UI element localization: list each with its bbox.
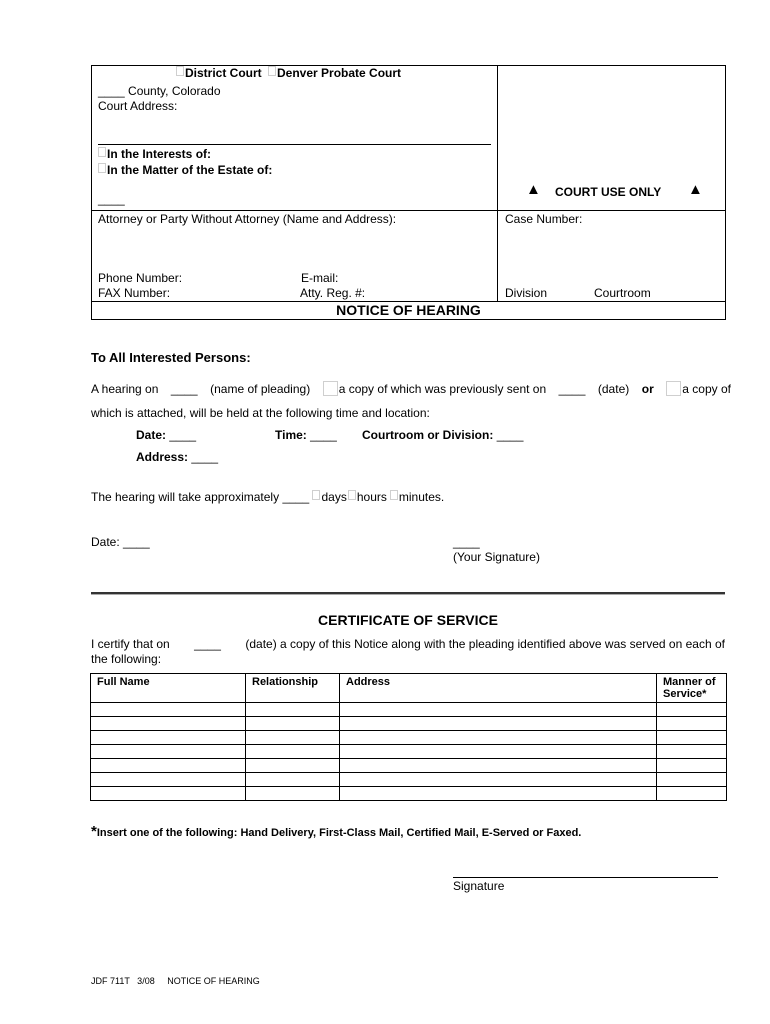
attached-label: a copy of <box>682 382 731 396</box>
caption-bottom-border <box>91 319 726 320</box>
table-row <box>91 773 727 787</box>
relationship-cell[interactable] <box>246 717 340 731</box>
certificate-title: CERTIFICATE OF SERVICE <box>318 612 498 628</box>
courtroom-label: Courtroom <box>594 286 651 300</box>
page-footer <box>91 976 260 986</box>
pleading-blank[interactable]: ____ <box>170 381 198 396</box>
table-row <box>91 731 727 745</box>
district-court-checkbox[interactable] <box>176 66 184 76</box>
estate-of-option <box>98 163 272 177</box>
certificate-text-line-1 <box>91 637 725 651</box>
days-label: days <box>321 490 347 504</box>
sign-date-label: Date: <box>91 535 120 549</box>
previously-sent-option <box>323 381 546 396</box>
denver-probate-court-label: Denver Probate Court <box>277 66 402 80</box>
certify-a: I certify that on <box>91 637 170 651</box>
hearing-paragraph-line-2: which is attached, will be held at the following time and location: <box>91 406 430 420</box>
district-court-label: District Court <box>185 66 262 80</box>
up-triangle-right-icon: ▲ <box>688 181 703 198</box>
p1-b: (name of pleading) <box>210 381 311 396</box>
case-number-label: Case Number: <box>505 212 583 226</box>
p1-d: (date) <box>597 381 630 396</box>
address-cell[interactable] <box>340 759 657 773</box>
service-table <box>90 673 727 801</box>
attached-checkbox[interactable] <box>666 381 681 396</box>
minutes-label: minutes. <box>398 490 445 504</box>
full-name-cell[interactable] <box>91 731 246 745</box>
full-name-cell[interactable] <box>91 787 246 801</box>
form-title: NOTICE OF HEARING <box>336 302 481 318</box>
in-the-interests-checkbox[interactable] <box>98 147 106 157</box>
col-manner-of-service: Manner of Service* <box>657 674 727 703</box>
table-row <box>91 703 727 717</box>
col-relationship: Relationship <box>246 674 340 703</box>
table-row <box>91 787 727 801</box>
sign-date-blank[interactable]: ____ <box>123 535 150 549</box>
party-name-blank[interactable]: ____ <box>98 192 125 206</box>
sent-date-blank[interactable]: ____ <box>558 381 586 396</box>
manner-cell[interactable] <box>657 745 727 759</box>
full-name-cell[interactable] <box>91 717 246 731</box>
division-label: Division <box>505 286 548 300</box>
duration-text: The hearing will take approximately <box>91 490 280 504</box>
certificate-text-line-2: the following: <box>91 652 162 666</box>
p1-or: or <box>641 381 654 396</box>
phone-label: Phone Number: <box>98 271 183 285</box>
address-cell[interactable] <box>340 745 657 759</box>
col-full-name: Full Name <box>91 674 246 703</box>
table-row <box>91 745 727 759</box>
relationship-cell[interactable] <box>246 773 340 787</box>
signature-label: Signature <box>453 879 505 893</box>
p1-a: A hearing on <box>91 381 159 396</box>
relationship-cell[interactable] <box>246 731 340 745</box>
court-address-line <box>98 144 491 145</box>
relationship-cell[interactable] <box>246 703 340 717</box>
hearing-date-blank[interactable]: ____ <box>169 428 197 442</box>
caption-row-divider <box>91 210 726 211</box>
hearing-address-blank[interactable]: ____ <box>191 450 219 464</box>
manner-cell[interactable] <box>657 787 727 801</box>
previously-sent-label: a copy of which was previously sent on <box>338 382 547 396</box>
hearing-time-blank[interactable]: ____ <box>310 428 337 442</box>
court-use-only: COURT USE ONLY <box>555 185 662 199</box>
relationship-cell[interactable] <box>246 787 340 801</box>
caption-left-border <box>91 65 92 320</box>
hearing-courtroom-label: Courtroom or Division: <box>362 428 494 442</box>
signature-line[interactable] <box>453 877 718 878</box>
county-line: ____ County, Colorado <box>98 84 221 98</box>
table-row <box>91 759 727 773</box>
attached-option <box>666 381 731 396</box>
footnote-text: Insert one of the following: Hand Delivery, First-Class Mail, Certified Mail, E-Served or Faxed. <box>96 827 582 839</box>
days-checkbox[interactable] <box>312 490 320 500</box>
hearing-date-label: Date: <box>136 428 167 442</box>
hearing-time-field <box>275 428 337 442</box>
hours-checkbox[interactable] <box>348 490 356 500</box>
hearing-paragraph-line-1 <box>91 381 731 396</box>
footnote <box>91 825 581 840</box>
your-signature-label: (Your Signature) <box>453 550 540 564</box>
certify-b: (date) a copy of this Notice along with the pleading identified above was served on each of <box>245 637 725 651</box>
up-triangle-left-icon: ▲ <box>526 181 541 198</box>
address-cell[interactable] <box>340 731 657 745</box>
sign-date-field <box>91 535 150 549</box>
manner-cell[interactable] <box>657 773 727 787</box>
relationship-cell[interactable] <box>246 745 340 759</box>
fax-label: FAX Number: <box>98 286 171 300</box>
col-address: Address <box>340 674 657 703</box>
manner-cell[interactable] <box>657 717 727 731</box>
manner-cell[interactable] <box>657 703 727 717</box>
hearing-time-label: Time: <box>275 428 307 442</box>
denver-probate-court-checkbox[interactable] <box>268 66 276 76</box>
estate-of-label: In the Matter of the Estate of: <box>107 163 273 177</box>
footnote-star: * <box>91 823 97 840</box>
hearing-date-field <box>136 428 196 442</box>
address-cell[interactable] <box>340 787 657 801</box>
address-cell[interactable] <box>340 703 657 717</box>
certify-date-blank[interactable]: ____ <box>194 637 221 651</box>
address-cell[interactable] <box>340 717 657 731</box>
section-divider <box>91 592 725 595</box>
hearing-courtroom-field <box>362 428 523 442</box>
manner-cell[interactable] <box>657 731 727 745</box>
in-the-interests-label: In the Interests of: <box>107 147 212 161</box>
full-name-cell[interactable] <box>91 745 246 759</box>
hours-label: hours <box>356 490 387 504</box>
duration-line <box>91 490 444 504</box>
in-the-interests-option <box>98 147 211 161</box>
manner-cell[interactable] <box>657 759 727 773</box>
full-name-cell[interactable] <box>91 773 246 787</box>
full-name-cell[interactable] <box>91 703 246 717</box>
footer-form-name: NOTICE OF HEARING <box>167 976 260 986</box>
court-options-line <box>176 66 401 80</box>
signature-blank[interactable]: ____ <box>453 535 480 549</box>
caption-right-border <box>725 65 726 320</box>
address-cell[interactable] <box>340 773 657 787</box>
table-row <box>91 717 727 731</box>
duration-blank[interactable]: ____ <box>282 490 310 504</box>
service-table-header <box>91 674 727 703</box>
court-address-label: Court Address: <box>98 99 178 113</box>
estate-of-checkbox[interactable] <box>98 163 106 173</box>
hearing-courtroom-blank[interactable]: ____ <box>496 428 524 442</box>
previously-sent-checkbox[interactable] <box>323 381 338 396</box>
relationship-cell[interactable] <box>246 759 340 773</box>
hearing-address-field <box>136 450 218 464</box>
atty-reg-label: Atty. Reg. #: <box>300 286 366 300</box>
form-code: JDF 711T 3/08 <box>91 976 155 986</box>
email-label: E-mail: <box>301 271 339 285</box>
attorney-label: Attorney or Party Without Attorney (Name and Address): <box>98 212 397 226</box>
full-name-cell[interactable] <box>91 759 246 773</box>
salutation: To All Interested Persons: <box>91 350 251 365</box>
minutes-checkbox[interactable] <box>390 490 398 500</box>
caption-column-divider <box>497 65 498 301</box>
hearing-address-label: Address: <box>136 450 189 464</box>
